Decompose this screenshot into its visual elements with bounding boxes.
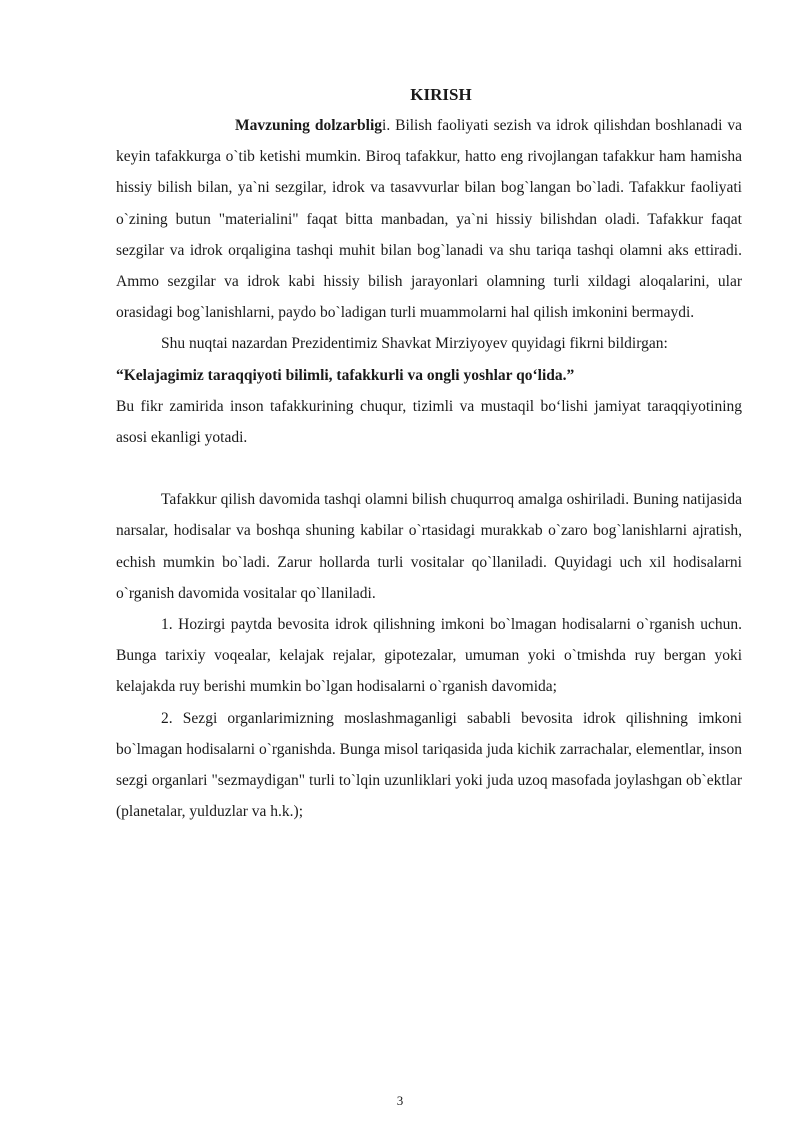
list-item-1: 1. Hozirgi paytda bevosita idrok qilishning imkoni bo`lmagan hodisalarni o`rganish uchun. Bunga tarixiy voqealar, kelajak rejalar, gipotezalar, umuman yoki o`tmishda ruy bergan yoki kelajakda ruy berishi mumkin bo`lgan hodisalarni o`rganish davomida;	[116, 616, 742, 696]
paragraph-2: Shu nuqtai nazardan Prezidentimiz Shavkat Mirziyoyev quyidagi fikrni bildirgan:	[161, 335, 668, 353]
intro-heading: Mavzuning dolzarblig	[235, 117, 383, 134]
paragraph-1: Bilish faoliyati sezish va idrok qilishdan boshlanadi va keyin tafakkurga o`tib ketishi mumkin. Biroq tafakkur, hatto eng rivojlangan tafakkur ham hamisha hissiy bilish bilan, ya`ni sezgilar, idrok va tasavvurlar bilan bog`langan bo`ladi. Tafakkur faoliyati o`zining butun "materialini" faqat bitta manbadan, ya`ni hissiy bilishdan oladi. Tafakkur faqat sezgilar va idrok orqaligina tashqi muhit bilan bog`lanadi va shu tariqa tashqi olamni aks ettiradi. Ammo sezgilar va idrok kabi hissiy bilish jarayonlari olamning turli xildagi aloqalarini, ular orasidagi bog`lanishlarni, paydo bo`ladigan turli muammolarni hal qilish imkonini bermaydi.	[116, 117, 742, 322]
list-item-2: 2. Sezgi organlarimizning moslashmaganligi sababli bevosita idrok qilishning imkoni bo`lmagan hodisalarni o`rganishda. Bunga misol tariqasida juda kichik zarrachalar, elementlar, inson sezgi organlari "sezmaydigan" turli to`lqin uzunliklari yoki juda uzoq masofada joylashgan ob`ektlar (planetalar, yulduzlar va h.k.);	[116, 709, 742, 821]
president-quote: “Kelajagimiz taraqqiyoti bilimli, tafakkurli va ongli yoshlar qo‘lida.”	[116, 366, 575, 384]
intro-heading-tail: i.	[382, 117, 391, 134]
page-content	[116, 80, 742, 827]
page-number: 3	[396, 1093, 404, 1108]
paragraph-4: Tafakkur qilish davomida tashqi olamni bilish chuqurroq amalga oshiriladi. Buning natijasida narsalar, hodisalar va boshqa shuning kabilar o`rtasidagi murakkab o`zaro bog`lanishlarni ajratish, echish mumkin bo`ladi. Zarur hollarda turli vositalar qo`llaniladi. Quyidagi uch xil hodisalarni o`rganish davomida vositalar qo`llaniladi.	[116, 491, 742, 602]
intro-paragraph	[116, 110, 742, 328]
blank-line	[116, 453, 742, 484]
section-title: KIRISH	[410, 85, 472, 104]
paragraph-3: Bu fikr zamirida inson tafakkurining chuqur, tizimli va mustaqil bo‘lishi jamiyat taraqqiyotining asosi ekanligi yotadi.	[116, 397, 742, 447]
